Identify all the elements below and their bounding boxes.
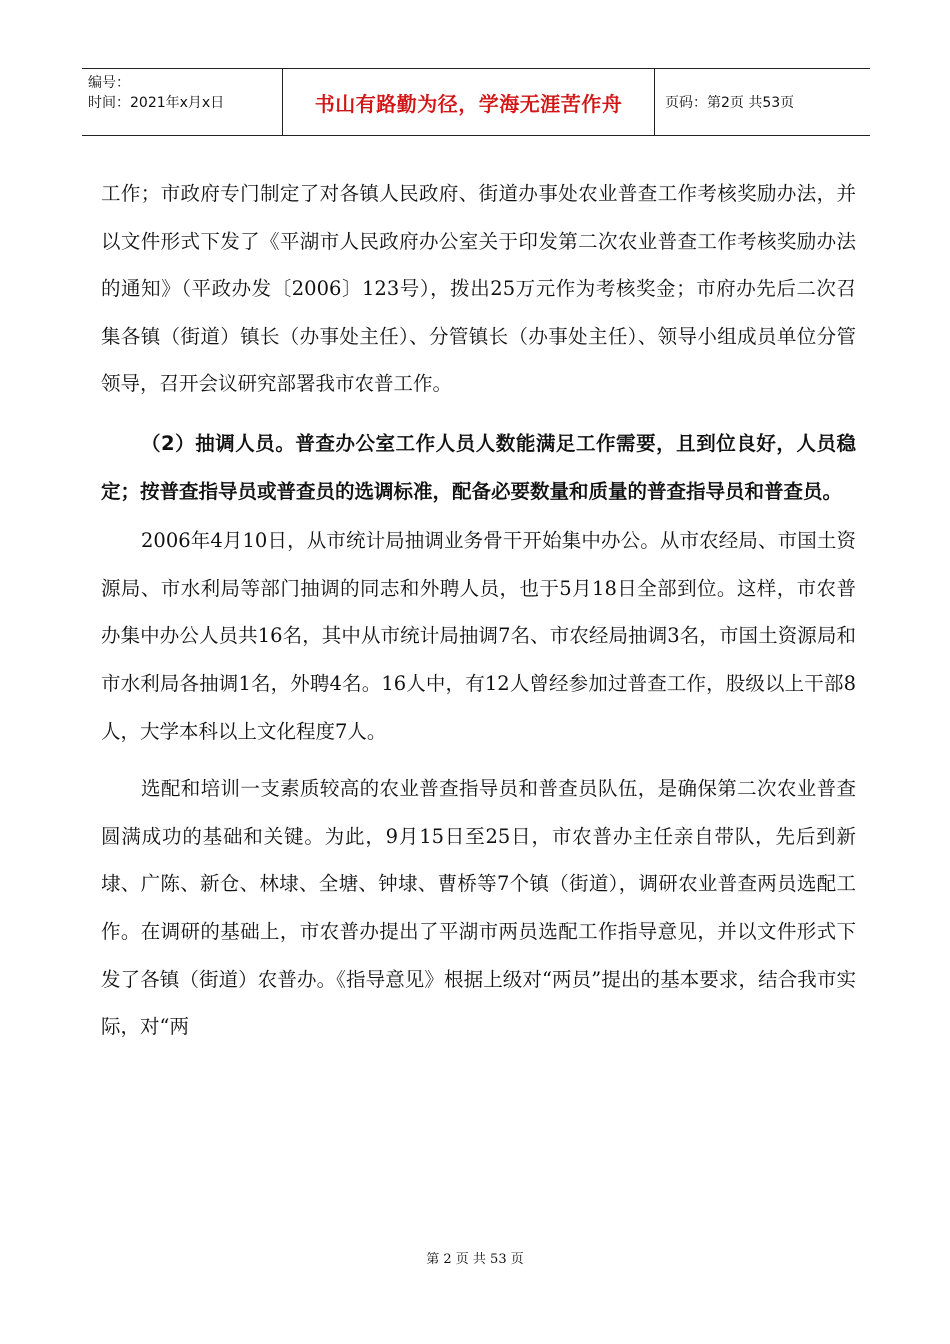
paragraph-2-heading: （2）抽调人员。普查办公室工作人员人数能满足工作需要，且到位良好，人员稳定；按普查指导员或普查员的选调标准，配备必要数量和质量的普查指导员和普查员。 [101,431,856,503]
header-number-label: 编号： [88,75,130,91]
header-meta [82,69,282,135]
paragraph-1: 工作；市政府专门制定了对各镇人民政府、街道办事处农业普查工作考核奖励办法，并以文件形式下发了《平湖市人民政府办公室关于印发第二次农业普查工作考核奖励办法的通知》（平政办发〔2006〕123号），拨出25万元作为考核奖金；市府办先后二次召集各镇（街道）镇长（办事处主任）、分管镇长（办事处主任）、领导小组成员单位分管领导，召开会议研究部署我市农普工作。 [101,182,856,396]
header-page-info: 页码：第2页 共53页 [665,95,795,111]
header-motto: 书山有路勤为径，学海无涯苦作舟 [282,69,655,135]
header-time-label: 时间：2021年x月x日 [88,95,225,111]
document-body [101,170,856,1051]
page-footer: 第 2 页 共 53 页 [426,1252,524,1267]
paragraph-3: 2006年4月10日，从市统计局抽调业务骨干开始集中办公。从市农经局、市国土资源局、市水利局等部门抽调的同志和外聘人员，也于5月18日全部到位。这样，市农普办集中办公人员共16名，其中从市统计局抽调7名、市农经局抽调3名，市国土资源局和市水利局各抽调1名，外聘4名。16人中，有12人曾经参加过普查工作，股级以上干部8人，大学本科以上文化程度7人。 [101,529,856,743]
page-header [82,68,870,136]
paragraph-4: 选配和培训一支素质较高的农业普查指导员和普查员队伍，是确保第二次农业普查圆满成功的基础和关键。为此，9月15日至25日，市农普办主任亲自带队，先后到新埭、广陈、新仓、林埭、全塘、钟埭、曹桥等7个镇（街道），调研农业普查两员选配工作。在调研的基础上，市农普办提出了平湖市两员选配工作指导意见，并以文件形式下发了各镇（街道）农普办。《指导意见》根据上级对“两员”提出的基本要求，结合我市实际，对“两 [101,777,856,1039]
